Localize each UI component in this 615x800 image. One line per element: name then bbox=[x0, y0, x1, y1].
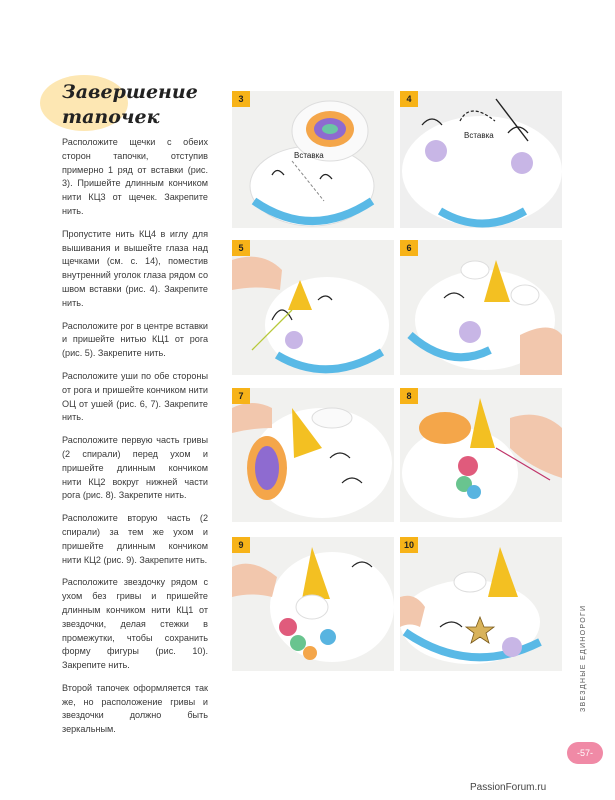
photo-number: 4 bbox=[400, 91, 418, 107]
paragraph: Расположите звездочку рядом с ухом без гривы и пришейте длинным кончиком нити КЦ1 от звездочки, делая стежки в промежутки, чтобы сохранить форму фигуры (рис. 10). Закрепите нить. bbox=[62, 577, 208, 671]
photo-3 bbox=[232, 91, 394, 228]
slipper-illustration bbox=[400, 388, 562, 522]
insert-label: Вставка bbox=[464, 131, 494, 140]
page-number-badge: -57- bbox=[567, 742, 603, 764]
slipper-illustration bbox=[400, 537, 562, 671]
slipper-illustration bbox=[400, 91, 562, 228]
photo-number: 3 bbox=[232, 91, 250, 107]
paragraph: Расположите первую часть гривы (2 спирали) перед ухом и пришейте длинным кончиком нити КЦ2 вокруг нижней части рога (рис. 8). Закрепите нить. bbox=[62, 435, 208, 501]
photo-8 bbox=[400, 388, 562, 522]
instructions-text bbox=[62, 136, 208, 746]
paragraph: Второй тапочек оформляется так же, но расположение гривы и звездочки должно быть зеркальным. bbox=[62, 682, 208, 735]
photo-number: 10 bbox=[400, 537, 418, 553]
photo-6 bbox=[400, 240, 562, 375]
photo-number: 5 bbox=[232, 240, 250, 256]
side-running-title: ЗВЕЗДНЫЕ ЕДИНОРОГИ bbox=[580, 604, 587, 712]
slipper-illustration bbox=[400, 240, 562, 375]
paragraph: Расположите рог в центре вставки и пришейте нитью КЦ1 от рога (рис. 5). Закрепите нить. bbox=[62, 320, 208, 359]
paragraph: Расположите вторую часть (2 спирали) за тем же ухом и пришейте длинным кончиком нити КЦ2 (рис. 9). Закрепите нить. bbox=[62, 513, 208, 565]
slipper-illustration bbox=[232, 537, 394, 671]
photo-7 bbox=[232, 388, 394, 522]
slipper-illustration bbox=[232, 240, 394, 375]
watermark: PassionForum.ru bbox=[470, 782, 547, 793]
insert-label: Вставка bbox=[294, 151, 324, 160]
photo-number: 7 bbox=[232, 388, 250, 404]
paragraph: Расположите щечки с обеих сторон тапочки, отступив примерно 1 ряд от вставки (рис. 3). Пришейте длинным кончиком нити КЦ3 от щечек. Закрепите нить. bbox=[62, 137, 208, 216]
page-title: Завершение тапочек bbox=[62, 81, 198, 128]
photo-number: 8 bbox=[400, 388, 418, 404]
photo-4 bbox=[400, 91, 562, 228]
paragraph: Расположите уши по обе стороны от рога и пришейте кончиком нити ОЦ от ушей (рис. 6, 7). Закрепите нить. bbox=[62, 370, 208, 423]
photo-5 bbox=[232, 240, 394, 375]
slipper-illustration bbox=[232, 388, 394, 522]
photo-number: 6 bbox=[400, 240, 418, 256]
photo-10 bbox=[400, 537, 562, 671]
photo-number: 9 bbox=[232, 537, 250, 553]
paragraph: Пропустите нить КЦ4 в иглу для вышивания и вышейте глаза над щечками (см. с. 14), поместив внутренний уголок глаза рядом со швом вставки (рис. 4). Закрепите нить. bbox=[62, 228, 208, 308]
photo-9 bbox=[232, 537, 394, 671]
